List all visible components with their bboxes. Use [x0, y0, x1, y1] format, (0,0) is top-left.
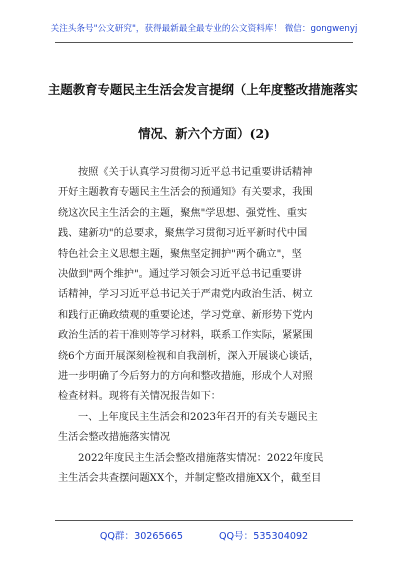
footer-qq-group: QQ群：30265665 [99, 531, 183, 542]
header-banner: 关注头条号"公文研究"，获得最新最全最专业的公文资料库！ 微信：gongwenyj [50, 24, 358, 34]
document-body [58, 163, 350, 490]
body-line: 决做到"两个维护"。通过学习领会习近平总书记重要讲 [58, 269, 302, 281]
body-line: 践、建新功"的总要求，聚焦学习贯彻习近平新时代中国 [58, 228, 308, 240]
section-heading: 一、上年度民主生活会和2023年召开的有关专题民主 [78, 411, 318, 423]
header-divider [55, 42, 353, 43]
body-line: 政治生活的若干准则等学习材料，联系工作实际，紧紧围 [58, 330, 313, 342]
body-line: 和践行正确政绩观的重要论述，学习党章、新形势下党内 [58, 309, 313, 321]
body-line: 按照《关于认真学习贯彻习近平总书记重要讲话精神 [78, 167, 313, 178]
body-line: 进一步明确了今后努力的方向和整改措施，形成个人对照 [58, 371, 313, 383]
body-line: 话精神，学习习近平总书记关于严肃党内政治生活、树立 [58, 289, 313, 301]
body-line: 开好主题教育专题民主生活会的预通知》有关要求，我围 [58, 187, 313, 199]
section-heading-continued: 生活会整改措施落实情况 [58, 432, 171, 444]
footer-divider [55, 520, 353, 521]
body-line: 绕这次民主生活会的主题，聚焦"学思想、强党性、重实 [58, 207, 308, 219]
footer-qq-number: QQ号：535304092 [218, 531, 309, 542]
body-line: 主生活会共查摆问题XX个，并制定整改措施XX个，截至目 [58, 473, 322, 485]
body-line: 检查材料。现将有关情况报告如下： [58, 391, 221, 403]
document-title-line-2: 情况、新六个方面）(2) [138, 126, 270, 141]
body-line: 2022年度民主生活会整改措施落实情况：2022年度民 [78, 452, 324, 464]
footer [0, 528, 408, 542]
body-line: 绕6个方面开展深刻检视和自我剖析，深入开展谈心谈话， [58, 350, 320, 362]
body-line: 特色社会主义思想主题，聚焦坚定拥护"两个确立"，坚 [58, 248, 302, 260]
document-title-line-1: 主题教育专题民主生活会发言提纲（上年度整改措施落实 [48, 82, 358, 97]
